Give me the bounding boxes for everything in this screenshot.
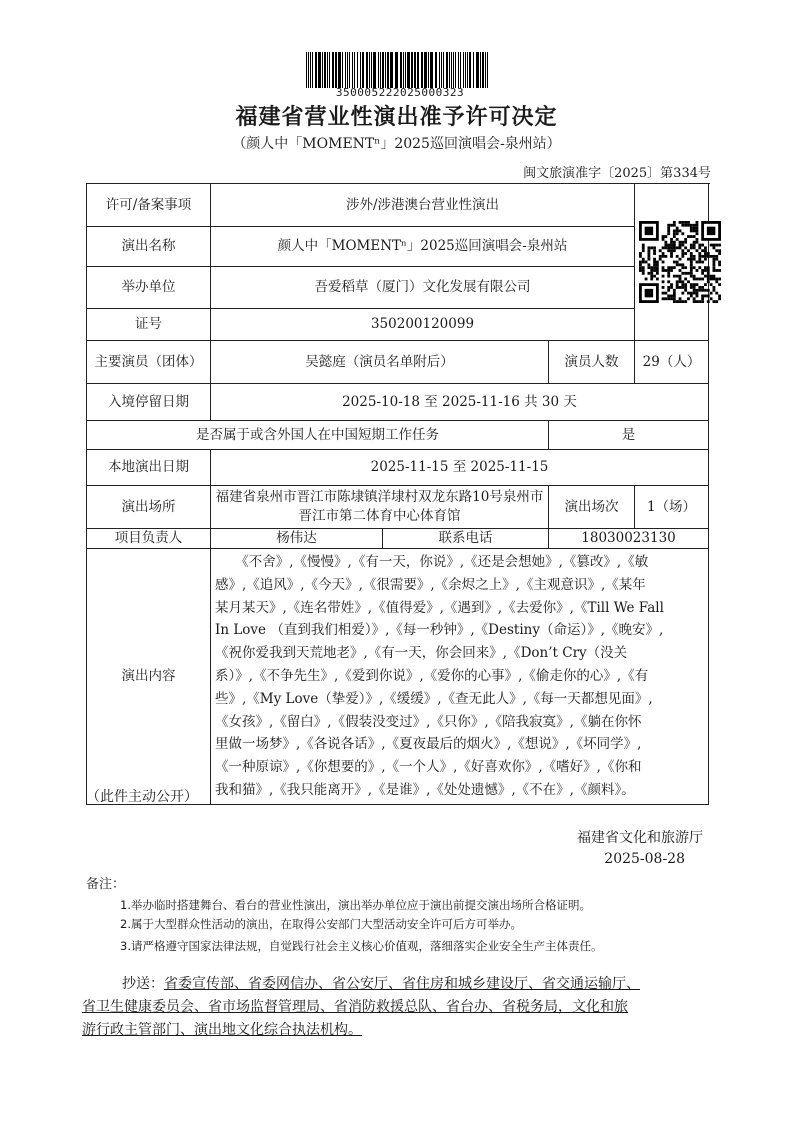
label-performer-count: 演员人数 <box>549 341 635 384</box>
qr-code-cell <box>635 184 709 341</box>
barcode <box>306 52 492 88</box>
content-line: 感》,《追风》,《今天》,《很需要》,《余烬之上》,《主观意识》,《某年 <box>215 576 646 593</box>
value-content <box>211 549 709 805</box>
document-subtitle: （颜人中「MOMENTⁿ」2025巡回演唱会-泉州站） <box>232 136 561 152</box>
value-performer-count: 29（人） <box>635 341 709 384</box>
document-number: 闽文旅演准字〔2025〕第334号 <box>523 166 711 181</box>
label-foreign-work: 是否属于或含外国人在中国短期工作任务 <box>87 421 549 450</box>
value-cert-number: 350200120099 <box>211 309 635 341</box>
issuer: 福建省文化和旅游厅 <box>577 830 703 846</box>
label-organizer: 举办单位 <box>87 267 211 309</box>
note-item: 1.举办临时搭建舞台、看台的营业性演出，演出举办单位应于演出前提交演出场所合格证明。 <box>120 898 591 912</box>
label-local-dates: 本地演出日期 <box>87 450 211 486</box>
content-line: 《不舍》,《慢慢》,《有一天，你说》,《还是会想她》,《篡改》,《敏 <box>215 554 649 570</box>
value-performers: 吴懿庭（演员名单附后） <box>211 341 549 384</box>
value-stay-dates: 2025-10-18 至 2025-11-16 共 30 天 <box>211 384 709 421</box>
content-line: 些》,《My Love（挚爱）》,《缓缓》,《查无此人》,《每一天都想见面》, <box>215 690 653 707</box>
value-manager: 杨伟达 <box>211 529 383 549</box>
issue-date: 2025-08-28 <box>604 851 685 867</box>
label-venue: 演出场所 <box>87 486 211 529</box>
qr-code <box>639 221 721 303</box>
value-local-dates: 2025-11-15 至 2025-11-15 <box>211 450 709 486</box>
note-item: 3.请严格遵守国家法律法规，自觉践行社会主义核心价值观，落细落实企业安全生产主体责任。 <box>120 939 603 953</box>
value-foreign-work: 是 <box>549 421 709 450</box>
cc-line: 游行政主管部门、演出地文化综合执法机构。 <box>82 1022 362 1038</box>
label-permit-type: 许可/备案事项 <box>87 184 211 227</box>
content-line: 《女孩》,《留白》,《假装没变过》,《只你》,《陪我寂寞》,《躺在你怀 <box>215 713 642 730</box>
content-line: 某月某天》,《连名带姓》,《值得爱》,《遇到》,《去爱你》,《Till We Fall <box>215 599 664 616</box>
value-show-count: 1（场） <box>635 486 709 529</box>
note-item: 2.属于大型群众性活动的演出，在取得公安部门大型活动安全许可后方可举办。 <box>120 917 522 931</box>
cc-list <box>82 973 714 1042</box>
barcode-number: 350005222025000323 <box>335 86 465 99</box>
content-line: 里做一场梦》,《各说各话》,《夏夜最后的烟火》,《想说》,《坏同学》, <box>215 736 642 753</box>
value-permit-type: 涉外/涉港澳台营业性演出 <box>211 184 635 227</box>
content-line: 《祝你爱我到天荒地老》,《有一天，你会回来》,《Don’t Cry（没关 <box>215 645 628 662</box>
value-venue: 福建省泉州市晋江市陈埭镇洋埭村双龙东路10号泉州市晋江市第二体育中心体育馆 <box>211 486 549 529</box>
label-cert-number: 证号 <box>87 309 211 341</box>
permit-table <box>86 183 709 805</box>
label-manager: 项目负责人 <box>87 529 211 549</box>
label-content: 演出内容 <box>87 549 211 805</box>
content-line: 《一种原谅》,《你想要的》,《一个人》,《好喜欢你》,《嗜好》,《你和 <box>215 759 642 776</box>
content-line: In Love （直到我们相爱）》,《每一秒钟》,《Destiny（命运）》,《晚安》, <box>215 622 664 639</box>
label-stay-dates: 入境停留日期 <box>87 384 211 421</box>
cc-line: 省卫生健康委员会、省市场监督管理局、省消防救援总队、省台办、省税务局，文化和旅 <box>82 999 628 1015</box>
content-line: 系）》,《不争先生》,《爱到你说》,《爱你的心事》,《偷走你的心》,《有 <box>215 667 649 684</box>
label-phone: 联系电话 <box>383 529 549 549</box>
value-organizer: 吾爱稻草（厦门）文化发展有限公司 <box>211 267 635 309</box>
public-note: （此件主动公开） <box>86 789 198 805</box>
label-performers: 主要演员（团体） <box>87 341 211 384</box>
cc-line: 省委宣传部、省委网信办、省公安厅、省住房和城乡建设厅、省交通运输厅、 <box>164 976 640 992</box>
document-title: 福建省营业性演出准予许可决定 <box>235 104 558 130</box>
label-show-count: 演出场次 <box>549 486 635 529</box>
label-show-name: 演出名称 <box>87 227 211 267</box>
notes-label: 备注： <box>86 877 126 892</box>
cc-label: 抄送： <box>122 976 164 992</box>
value-show-name: 颜人中「MOMENTⁿ」2025巡回演唱会-泉州站 <box>211 227 635 267</box>
value-phone: 18030023130 <box>549 529 709 549</box>
content-line: 我和猫》,《我只能离开》,《是谁》,《处处遗憾》,《不在》,《颜料》。 <box>215 781 635 798</box>
